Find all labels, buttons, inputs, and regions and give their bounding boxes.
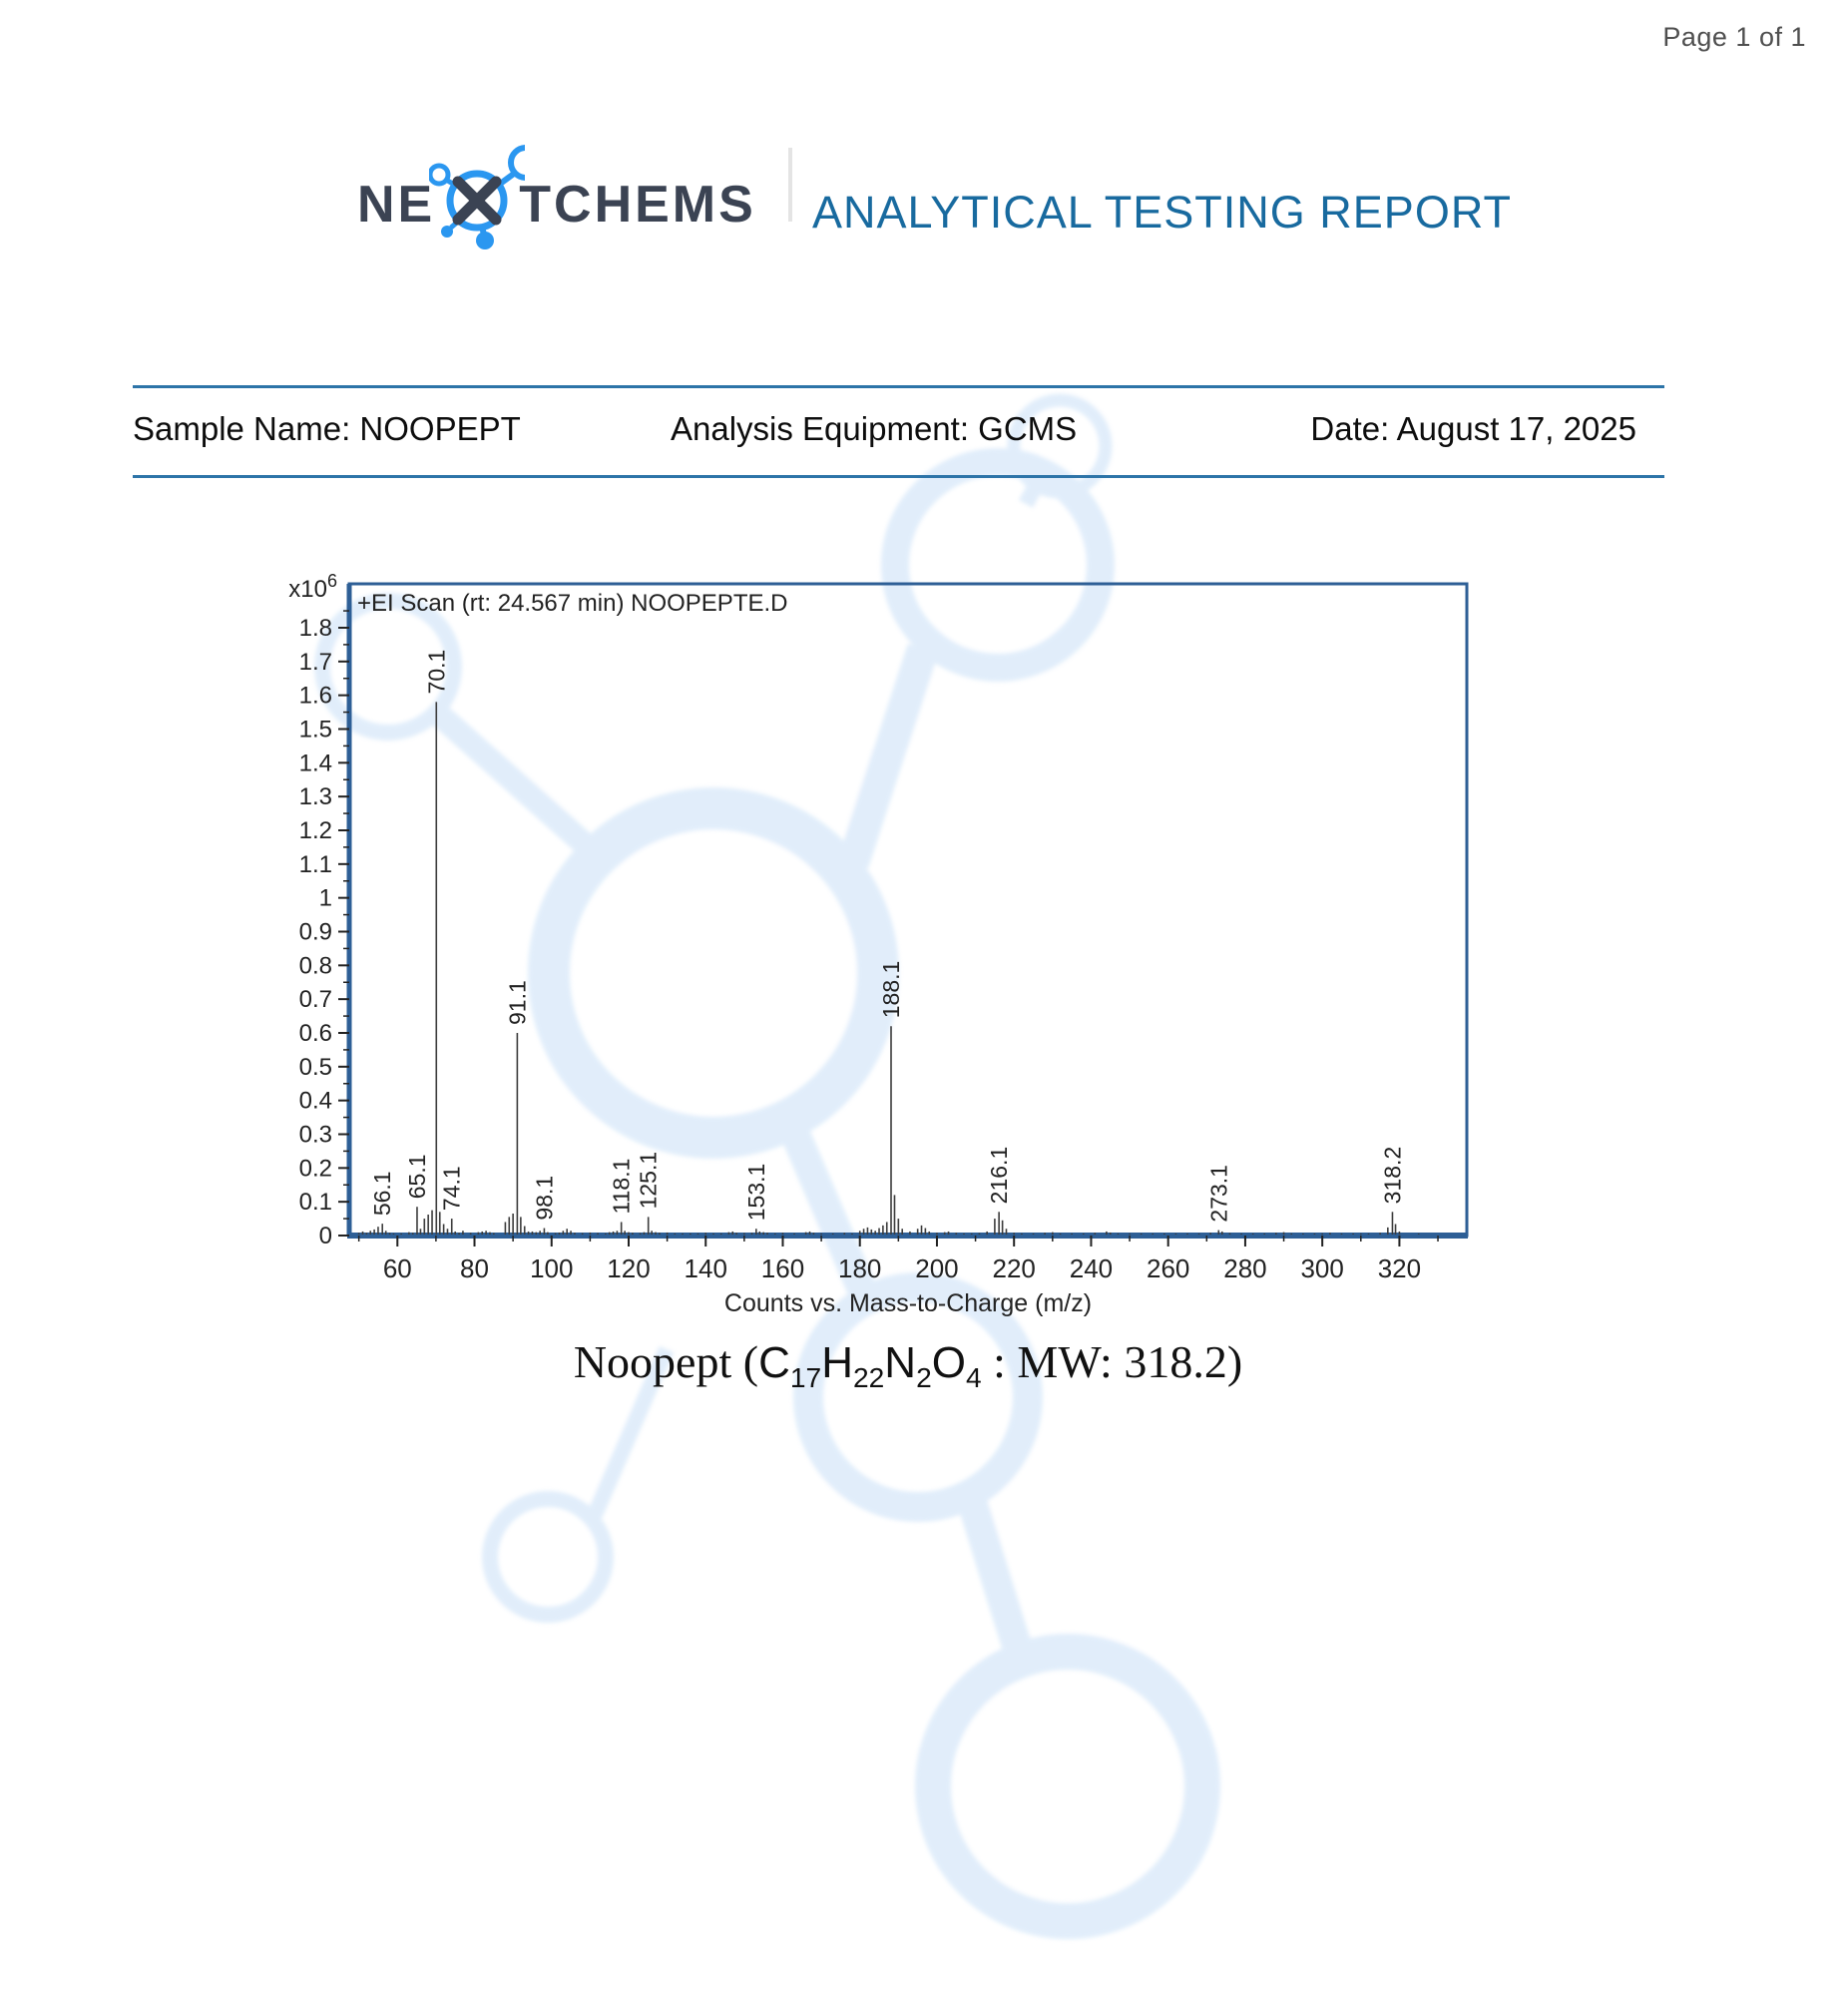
- brand-text-pre: NE: [357, 176, 436, 234]
- analysis-equipment: Analysis Equipment: GCMS: [671, 410, 1078, 447]
- svg-text:153.1: 153.1: [742, 1163, 769, 1222]
- svg-text:56.1: 56.1: [369, 1171, 396, 1217]
- svg-text:300: 300: [1300, 1253, 1344, 1283]
- svg-text:0.7: 0.7: [298, 986, 332, 1014]
- svg-text:1.6: 1.6: [298, 682, 332, 710]
- divider-line-bottom: [133, 475, 1664, 478]
- svg-text:216.1: 216.1: [986, 1146, 1013, 1205]
- svg-text:0.5: 0.5: [298, 1053, 332, 1081]
- brand-logo: [357, 150, 756, 259]
- svg-text:1.1: 1.1: [298, 850, 332, 878]
- svg-text:74.1: 74.1: [438, 1166, 465, 1212]
- svg-text:118.1: 118.1: [608, 1158, 635, 1215]
- chemical-formula: $C_{17}H_{22}N_2O_4$: [758, 1338, 982, 1393]
- svg-text:0.4: 0.4: [298, 1087, 332, 1115]
- svg-text:188.1: 188.1: [878, 960, 905, 1019]
- svg-text:0.2: 0.2: [298, 1155, 332, 1183]
- svg-text:1.8: 1.8: [298, 614, 332, 642]
- svg-text:200: 200: [915, 1253, 959, 1283]
- compound-caption: [329, 1335, 1487, 1394]
- svg-text:180: 180: [838, 1253, 882, 1283]
- mass-spectrum-chart: [279, 549, 1527, 1347]
- svg-text:60: 60: [382, 1253, 412, 1283]
- svg-text:260: 260: [1146, 1253, 1190, 1283]
- divider-line-top: [133, 385, 1664, 388]
- svg-text:0.8: 0.8: [298, 952, 332, 980]
- svg-text:0.9: 0.9: [298, 918, 332, 946]
- sample-name: Sample Name: NOOPEPT: [133, 410, 521, 447]
- page-number: Page 1 of 1: [1662, 22, 1806, 52]
- svg-text:100: 100: [530, 1253, 574, 1283]
- report-title: ANALYTICAL TESTING REPORT: [812, 187, 1512, 238]
- svg-text:320: 320: [1377, 1253, 1422, 1283]
- svg-text:65.1: 65.1: [403, 1154, 430, 1200]
- report-date: Date: August 17, 2025: [1310, 410, 1636, 447]
- svg-text:70.1: 70.1: [423, 649, 450, 695]
- molecule-x-icon: [429, 139, 525, 264]
- caption-suffix: : MW: 318.2): [981, 1336, 1243, 1387]
- svg-text:318.2: 318.2: [1379, 1146, 1406, 1205]
- svg-text:280: 280: [1223, 1253, 1267, 1283]
- svg-text:Counts vs. Mass-to-Charge (m/z: Counts vs. Mass-to-Charge (m/z): [723, 1289, 1093, 1317]
- svg-text:1.7: 1.7: [298, 648, 332, 676]
- svg-text:+EI Scan (rt: 24.567 min) NOOP: +EI Scan (rt: 24.567 min) NOOPEPTE.D: [357, 590, 788, 617]
- svg-text:91.1: 91.1: [504, 980, 531, 1025]
- svg-text:1.3: 1.3: [298, 783, 332, 811]
- caption-prefix: Noopept (: [573, 1336, 759, 1387]
- svg-text:0.6: 0.6: [298, 1019, 332, 1047]
- brand-text-post: TCHEMS: [519, 176, 756, 234]
- svg-text:1.4: 1.4: [298, 749, 332, 777]
- svg-text:240: 240: [1069, 1253, 1114, 1283]
- svg-text:120: 120: [607, 1253, 651, 1283]
- svg-text:80: 80: [460, 1253, 489, 1283]
- svg-text:x106: $x10^6$: [288, 571, 337, 603]
- svg-text:0: 0: [318, 1223, 332, 1249]
- svg-text:140: 140: [684, 1253, 727, 1283]
- svg-text:0.1: 0.1: [298, 1189, 332, 1217]
- svg-text:1.5: 1.5: [298, 716, 332, 744]
- svg-text:160: 160: [760, 1253, 805, 1283]
- svg-text:1: 1: [318, 884, 332, 912]
- svg-text:98.1: 98.1: [531, 1175, 558, 1221]
- svg-text:273.1: 273.1: [1205, 1165, 1232, 1223]
- svg-text:125.1: 125.1: [635, 1151, 662, 1210]
- svg-text:220: 220: [992, 1253, 1036, 1283]
- svg-text:0.3: 0.3: [298, 1121, 332, 1149]
- header-divider: [788, 148, 792, 222]
- svg-text:1.2: 1.2: [298, 816, 332, 844]
